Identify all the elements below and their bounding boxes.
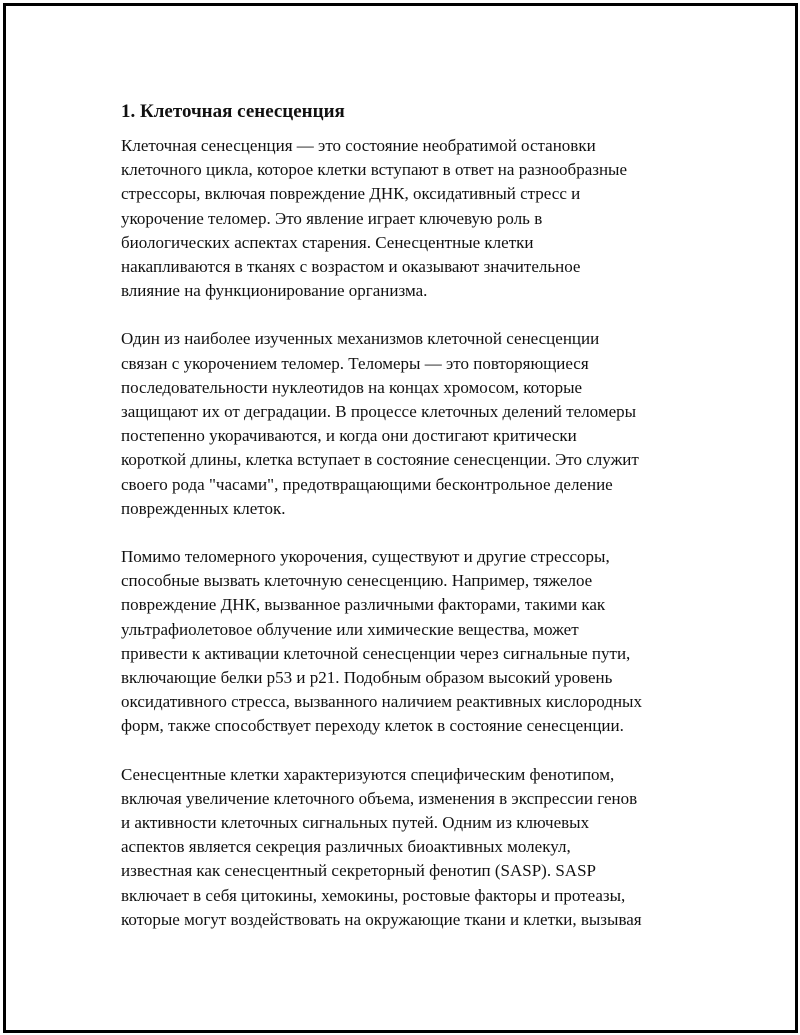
text-line: влияние на функционирование организма. — [121, 281, 428, 301]
paragraph-2 — [121, 327, 696, 521]
text-line: биологических аспектах старения. Сенесцентные клетки — [121, 232, 534, 252]
text-line: поврежденных клеток. — [121, 498, 286, 518]
text-line: Помимо теломерного укорочения, существуют и другие стрессоры, — [121, 547, 610, 567]
text-line: последовательности нуклеотидов на концах хромосом, которые — [121, 377, 583, 397]
text-line: короткой длины, клетка вступает в состояние сенесценции. Это служит — [121, 450, 639, 470]
text-line: включающие белки p53 и p21. Подобным образом высокий уровень — [121, 668, 613, 688]
document-content — [121, 100, 696, 956]
text-line: включая увеличение клеточного объема, изменения в экспрессии генов — [121, 788, 638, 808]
text-line: защищают их от деградации. В процессе клеточных делений теломеры — [121, 402, 637, 422]
document-page — [3, 3, 798, 1033]
text-line: которые могут воздействовать на окружающие ткани и клетки, вызывая — [121, 909, 642, 929]
text-line: известная как сенесцентный секреторный фенотип (SASP). SASP — [121, 861, 596, 881]
text-line: клеточного цикла, которое клетки вступают в ответ на разнообразные — [121, 160, 628, 180]
text-line: своего рода "часами", предотвращающими бесконтрольное деление — [121, 474, 613, 494]
text-line: Сенесцентные клетки характеризуются специфическим фенотипом, — [121, 764, 615, 784]
text-line: Один из наиболее изученных механизмов клеточной сенесценции — [121, 329, 600, 349]
text-line: связан с укорочением теломер. Теломеры — это повторяющиеся — [121, 353, 589, 373]
text-line: способные вызвать клеточную сенесценцию. Например, тяжелое — [121, 571, 593, 591]
text-line: привести к активации клеточной сенесценции через сигнальные пути, — [121, 643, 631, 663]
paragraph-3 — [121, 545, 696, 739]
text-line: накапливаются в тканях с возрастом и оказывают значительное — [121, 257, 581, 277]
text-line: аспектов является секреция различных биоактивных молекул, — [121, 837, 571, 857]
text-line: включает в себя цитокины, хемокины, ростовые факторы и протеазы, — [121, 885, 626, 905]
text-line: и активности клеточных сигнальных путей. Одним из ключевых — [121, 813, 590, 833]
text-line: постепенно укорачиваются, и когда они достигают критически — [121, 426, 577, 446]
text-line: ультрафиолетовое облучение или химические вещества, может — [121, 619, 579, 639]
section-heading: 1. Клеточная сенесценция — [121, 101, 345, 122]
text-line: форм, также способствует переходу клеток в состояние сенесценции. — [121, 716, 624, 736]
paragraph-1 — [121, 134, 696, 303]
text-line: оксидативного стресса, вызванного наличием реактивных кислородных — [121, 692, 642, 712]
text-line: стрессоры, включая повреждение ДНК, оксидативный стресс и — [121, 184, 581, 204]
text-line: повреждение ДНК, вызванное различными факторами, такими как — [121, 595, 606, 615]
text-line: Клеточная сенесценция — это состояние необратимой остановки — [121, 136, 596, 155]
text-line: укорочение теломер. Это явление играет ключевую роль в — [121, 208, 543, 228]
paragraph-4 — [121, 763, 696, 932]
